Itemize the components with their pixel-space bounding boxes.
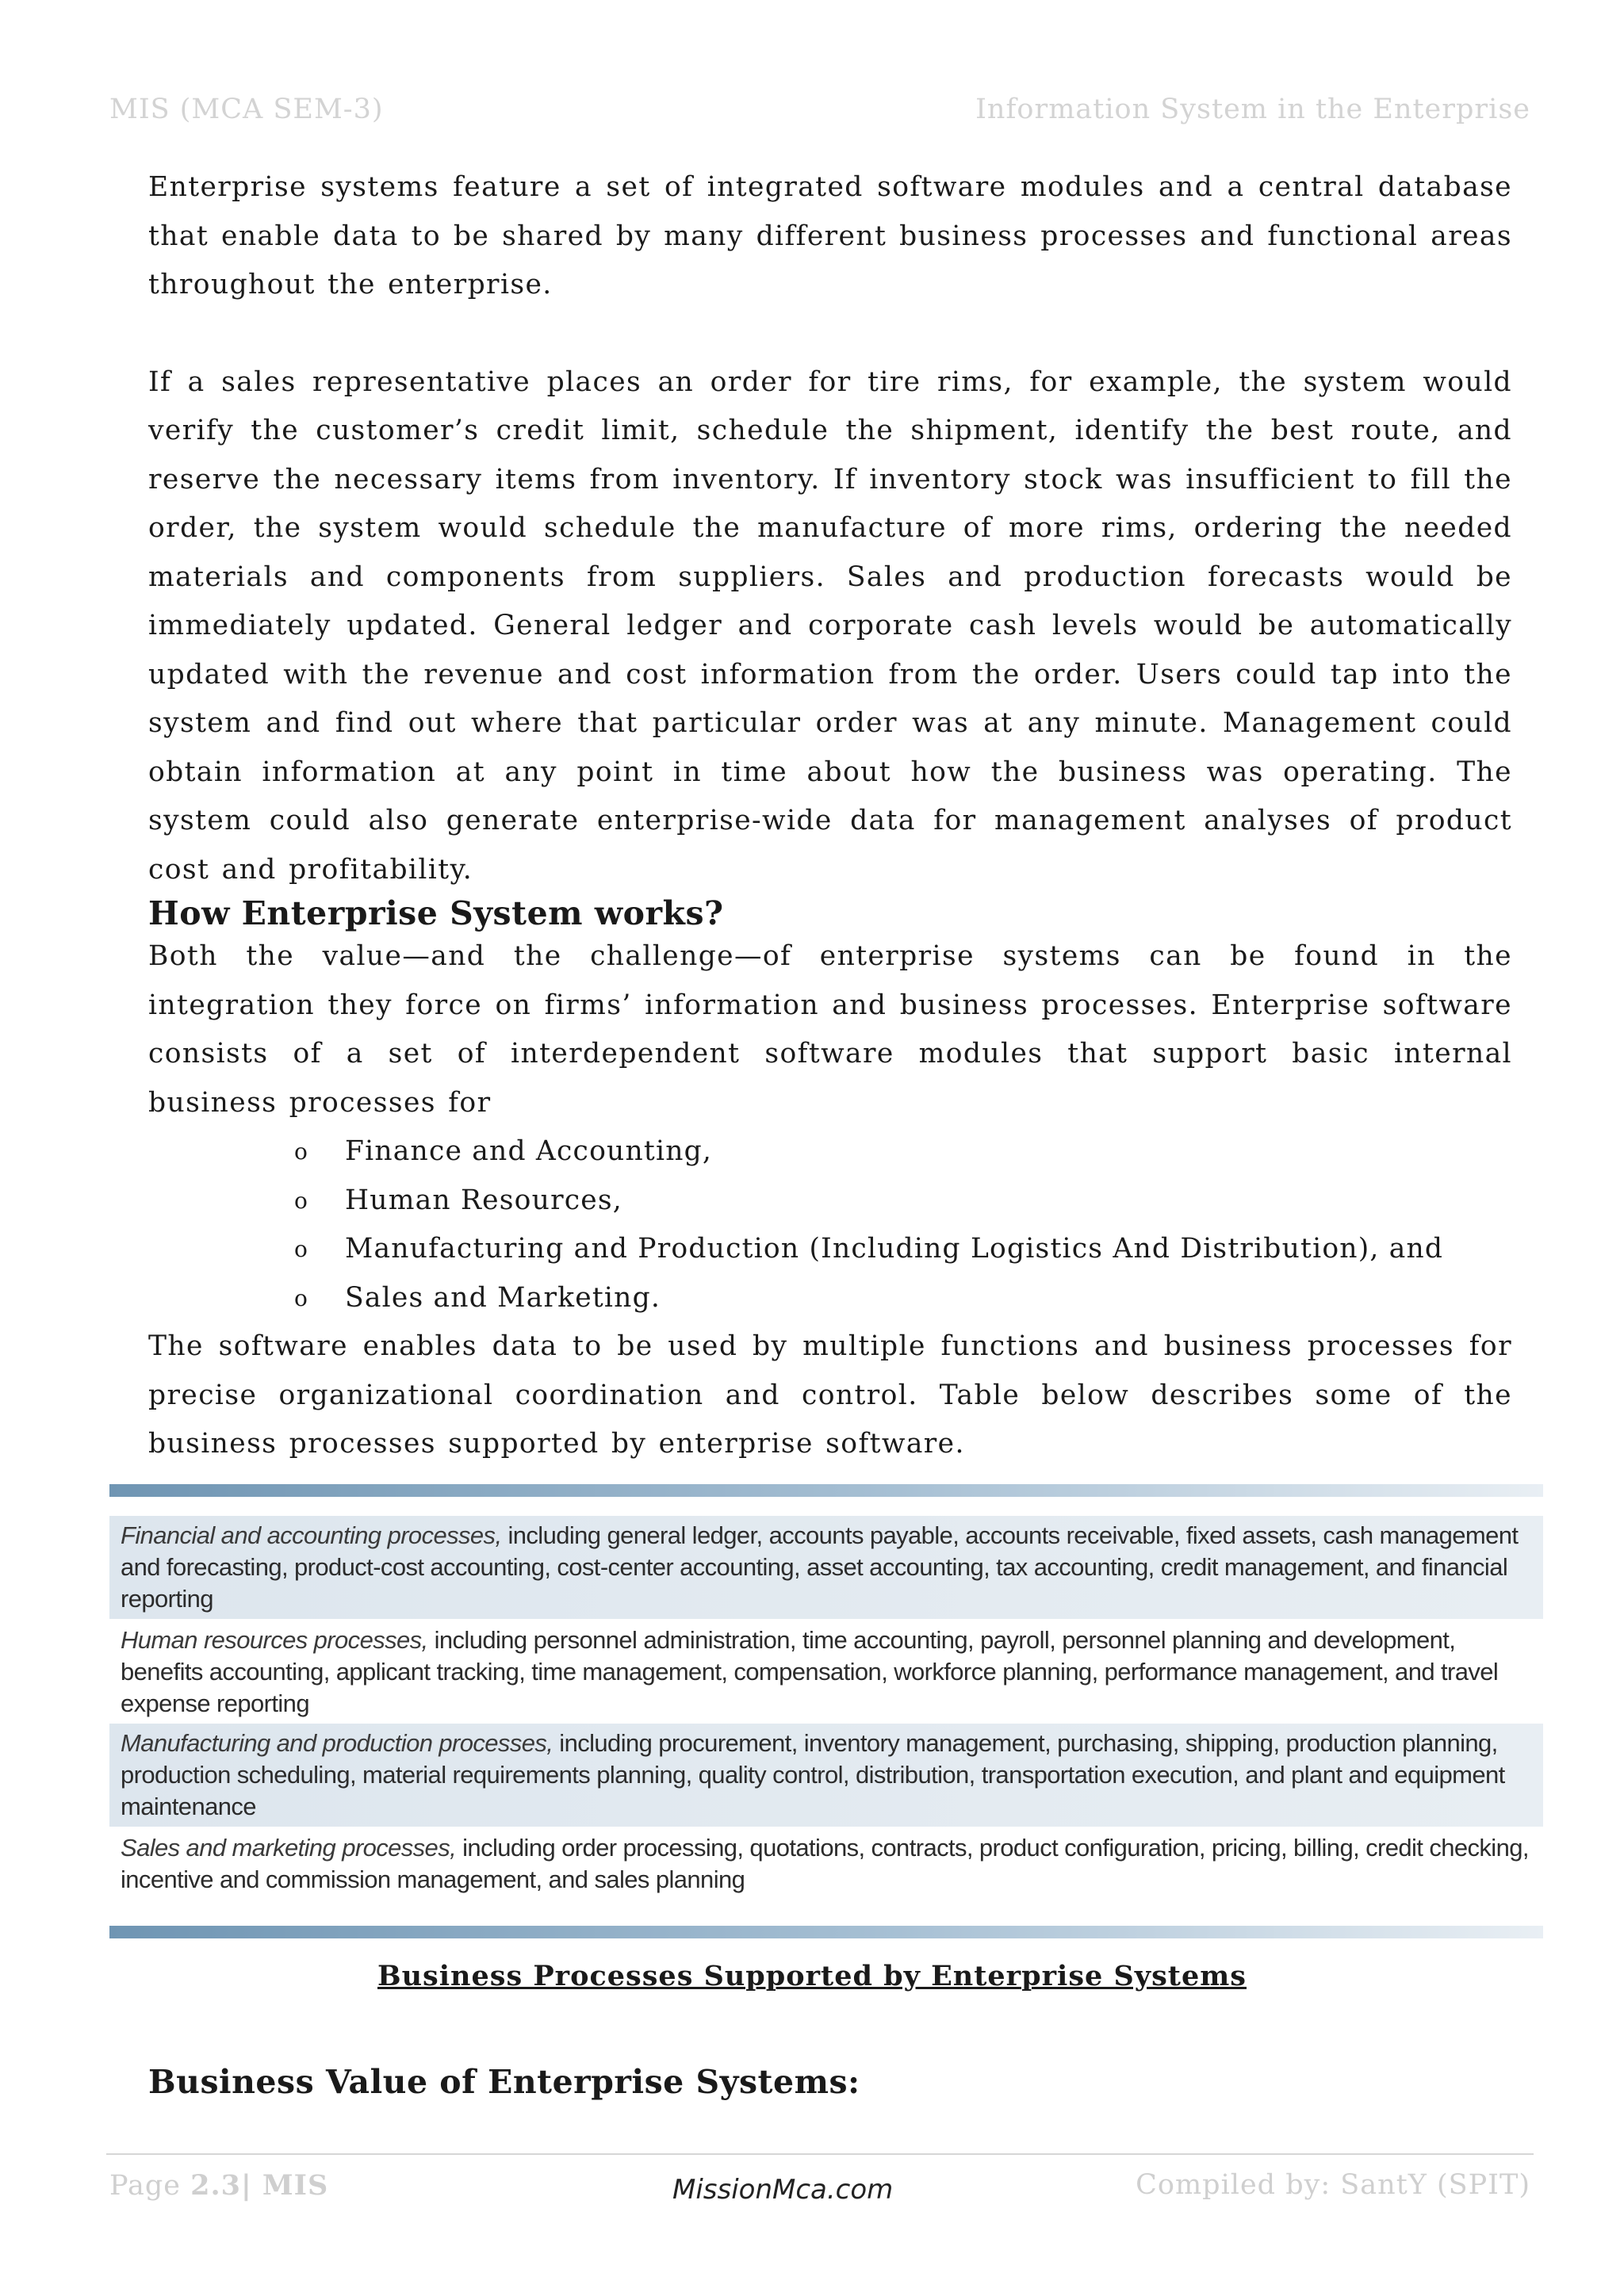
list-item — [148, 1127, 1512, 1177]
process-description: including personnel administration, time accounting, payroll, personnel planning and development, benefits accounting, applicant tracking, time management, compensation, workforce planning, performance management, and travel expense reporting — [121, 1626, 1499, 1717]
bullet-mark: o — [294, 1138, 309, 1165]
list-item-text: Finance and Accounting, — [345, 1135, 713, 1167]
page-subject: | MIS — [241, 2169, 329, 2202]
list-item-text: Manufacturing and Production (Including Logistics And Distribution), and — [345, 1233, 1444, 1265]
table-caption: Business Processes Supported by Enterprise Systems — [377, 1960, 1247, 1992]
page-label: Page — [109, 2170, 191, 2202]
paragraph-value-challenge: Both the value—and the challenge—of enterprise systems can be found in the integration they force on firms’ information and business processes. Enterprise software consists of a set of interdependent software modules that support basic internal business processes for — [148, 940, 1512, 1119]
process-description: including general ledger, accounts payable, accounts receivable, fixed assets, cash management and forecasting, product-cost accounting, cost-center accounting, asset accounting, tax accounting, credit management, and financial reporting — [121, 1521, 1519, 1613]
bullet-mark: o — [294, 1236, 309, 1262]
list-item-text: Sales and Marketing. — [345, 1281, 661, 1314]
table-row — [109, 1516, 1543, 1619]
footer-credit: Compiled by: SantY (SPIT) — [1136, 2169, 1530, 2201]
paragraph-intro: Enterprise systems feature a set of integrated software modules and a central database that enable data to be shared by many different business processes and functional areas throughout the enterprise. — [148, 171, 1512, 300]
header-chapter: Information System in the Enterprise — [975, 94, 1530, 125]
bullet-mark: o — [294, 1284, 309, 1311]
page-body — [148, 163, 1512, 1469]
process-description: including procurement, inventory management, purchasing, shipping, production planning, production scheduling, material requirements planning, quality control, distribution, transportation execution, and plant and equipment maintenance — [121, 1729, 1505, 1820]
process-name: Financial and accounting processes, — [121, 1521, 502, 1549]
list-item-text: Human Resources, — [345, 1184, 622, 1216]
process-name: Sales and marketing processes, — [121, 1834, 457, 1862]
list-item — [148, 1225, 1512, 1274]
business-process-table — [109, 1484, 1543, 1942]
page-footer — [109, 2169, 1530, 2217]
process-description: including order processing, quotations, contracts, product configuration, pricing, billing, credit checking, incentive and commission management, and sales planning — [121, 1834, 1529, 1893]
page-header — [109, 94, 1530, 133]
list-item — [148, 1177, 1512, 1226]
process-list — [148, 1127, 1512, 1322]
table-row — [109, 1621, 1543, 1722]
list-item — [148, 1274, 1512, 1323]
table-bottom-band — [109, 1926, 1543, 1938]
process-name: Human resources processes, — [121, 1626, 428, 1654]
table-row — [109, 1724, 1543, 1827]
table-top-band — [109, 1484, 1543, 1497]
page-num: 2.3 — [190, 2169, 241, 2202]
paragraph-software-enables: The software enables data to be used by multiple functions and business processes for precise organizational coordination and control. Table below describes some of the business processes supported by enterprise software. — [148, 1330, 1512, 1460]
site-logo: MissionMca.com — [672, 2174, 894, 2206]
heading-business-value: Business Value of Enterprise Systems: — [148, 2063, 860, 2101]
footer-divider — [106, 2153, 1534, 2155]
heading-how-it-works: How Enterprise System works? — [148, 894, 724, 932]
paragraph-example: If a sales representative places an order for tire rims, for example, the system would verify the customer’s credit limit, schedule the shipment, identify the best route, and reserve the necessary items from inventory. If inventory stock was insufficient to fill the order, the system would schedule the manufacture of more rims, ordering the needed materials and components from suppliers. Sales and production forecasts would be immediately updated. General ledger and corporate cash levels would be automatically updated with the revenue and cost information from the order. Users could tap into the system and find out where that particular order was at any minute. Management could obtain information at any point in time about how the business was operating. The system could also generate enterprise-wide data for management analyses of product cost and profitability. — [148, 365, 1512, 886]
page-number — [109, 2169, 328, 2202]
table-row — [109, 1828, 1543, 1908]
header-course: MIS (MCA SEM-3) — [109, 94, 384, 125]
process-name: Manufacturing and production processes, — [121, 1729, 553, 1757]
bullet-mark: o — [294, 1187, 309, 1214]
